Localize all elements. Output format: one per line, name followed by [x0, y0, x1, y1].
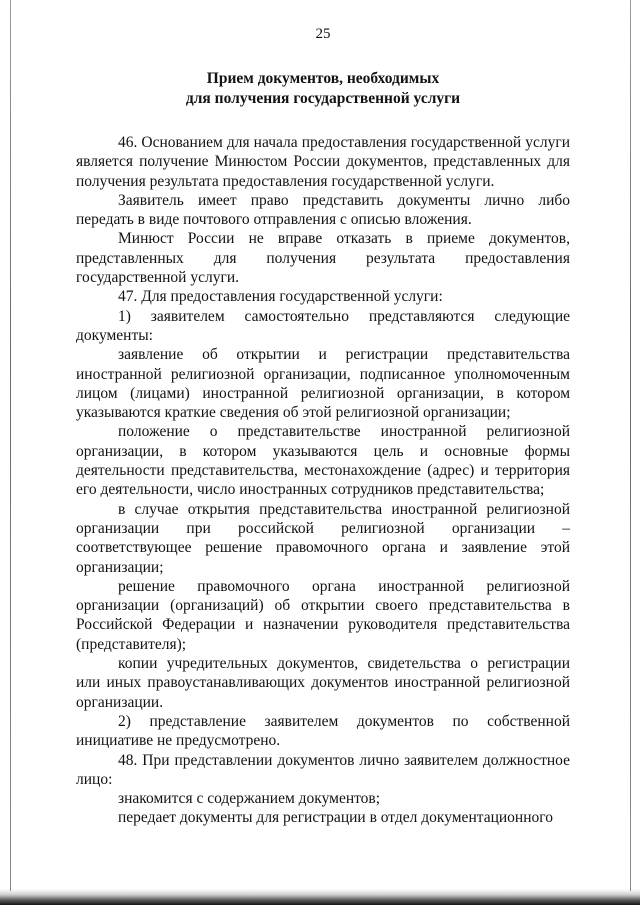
- paragraph: передает документы для регистрации в отдел документационного: [118, 809, 553, 827]
- document-body: [76, 133, 570, 828]
- paragraph: 46. Основанием для начала предоставления государственной услуги является получение Минюстом России документов, представленных для получения результата предоставления государственной услуги.: [76, 134, 570, 190]
- paragraph: знакомится с содержанием документов;: [118, 790, 381, 808]
- scan-edge-right-line: [630, 0, 631, 891]
- title-line-2: для получения государственной услуги: [185, 90, 461, 107]
- paragraph: 47. Для предоставления государственной услуги:: [118, 288, 443, 306]
- page-number: 25: [315, 26, 331, 42]
- paragraph: решение правомочного органа иностранной религиозной организации (организаций) об открытии своего представительства в Российской Федерации и назначении руководителя представительства (представителя);: [76, 577, 570, 653]
- paragraph: 1) заявителем самостоятельно представляются следующие документы:: [76, 307, 570, 344]
- scan-shadow-bottom: [0, 889, 640, 905]
- paragraph: положение о представительстве иностранной религиозной организации, в котором указываются цель и основные формы деятельности представительства, местонахождение (адрес) и территория его деятельности, число иностранных сотрудников представительства;: [76, 423, 570, 499]
- paragraph: 2) представление заявителем документов по собственной инициативе не предусмотрено.: [76, 712, 570, 750]
- paragraph: Заявитель имеет право представить документы лично либо передать в виде почтового отправления с описью вложения.: [76, 191, 570, 229]
- title-line-1: Прием документов, необходимых: [206, 70, 440, 87]
- document-title: [76, 69, 570, 109]
- paragraph: в случае открытия представительства иностранной религиозной организации при российской религиозной организации – соответствующее решение правомочного органа и заявление этой организации;: [76, 500, 570, 576]
- paragraph: заявление об открытии и регистрации представительства иностранной религиозной организации, подписанное уполномоченным лицом (лицами) иностранной религиозной организации, в котором указываются краткие сведения об этой религиозной организации;: [76, 346, 570, 422]
- paragraph: 48. При представлении документов лично заявителем должностное лицо:: [76, 751, 570, 788]
- paragraph: Минюст России не вправе отказать в приеме документов, представленных для получения результата предоставления государственной услуги.: [76, 230, 570, 287]
- scan-edge-left-line: [10, 0, 11, 891]
- paragraph: копии учредительных документов, свидетельства о регистрации или иных правоустанавливающих документов иностранной религиозной организации.: [76, 655, 570, 711]
